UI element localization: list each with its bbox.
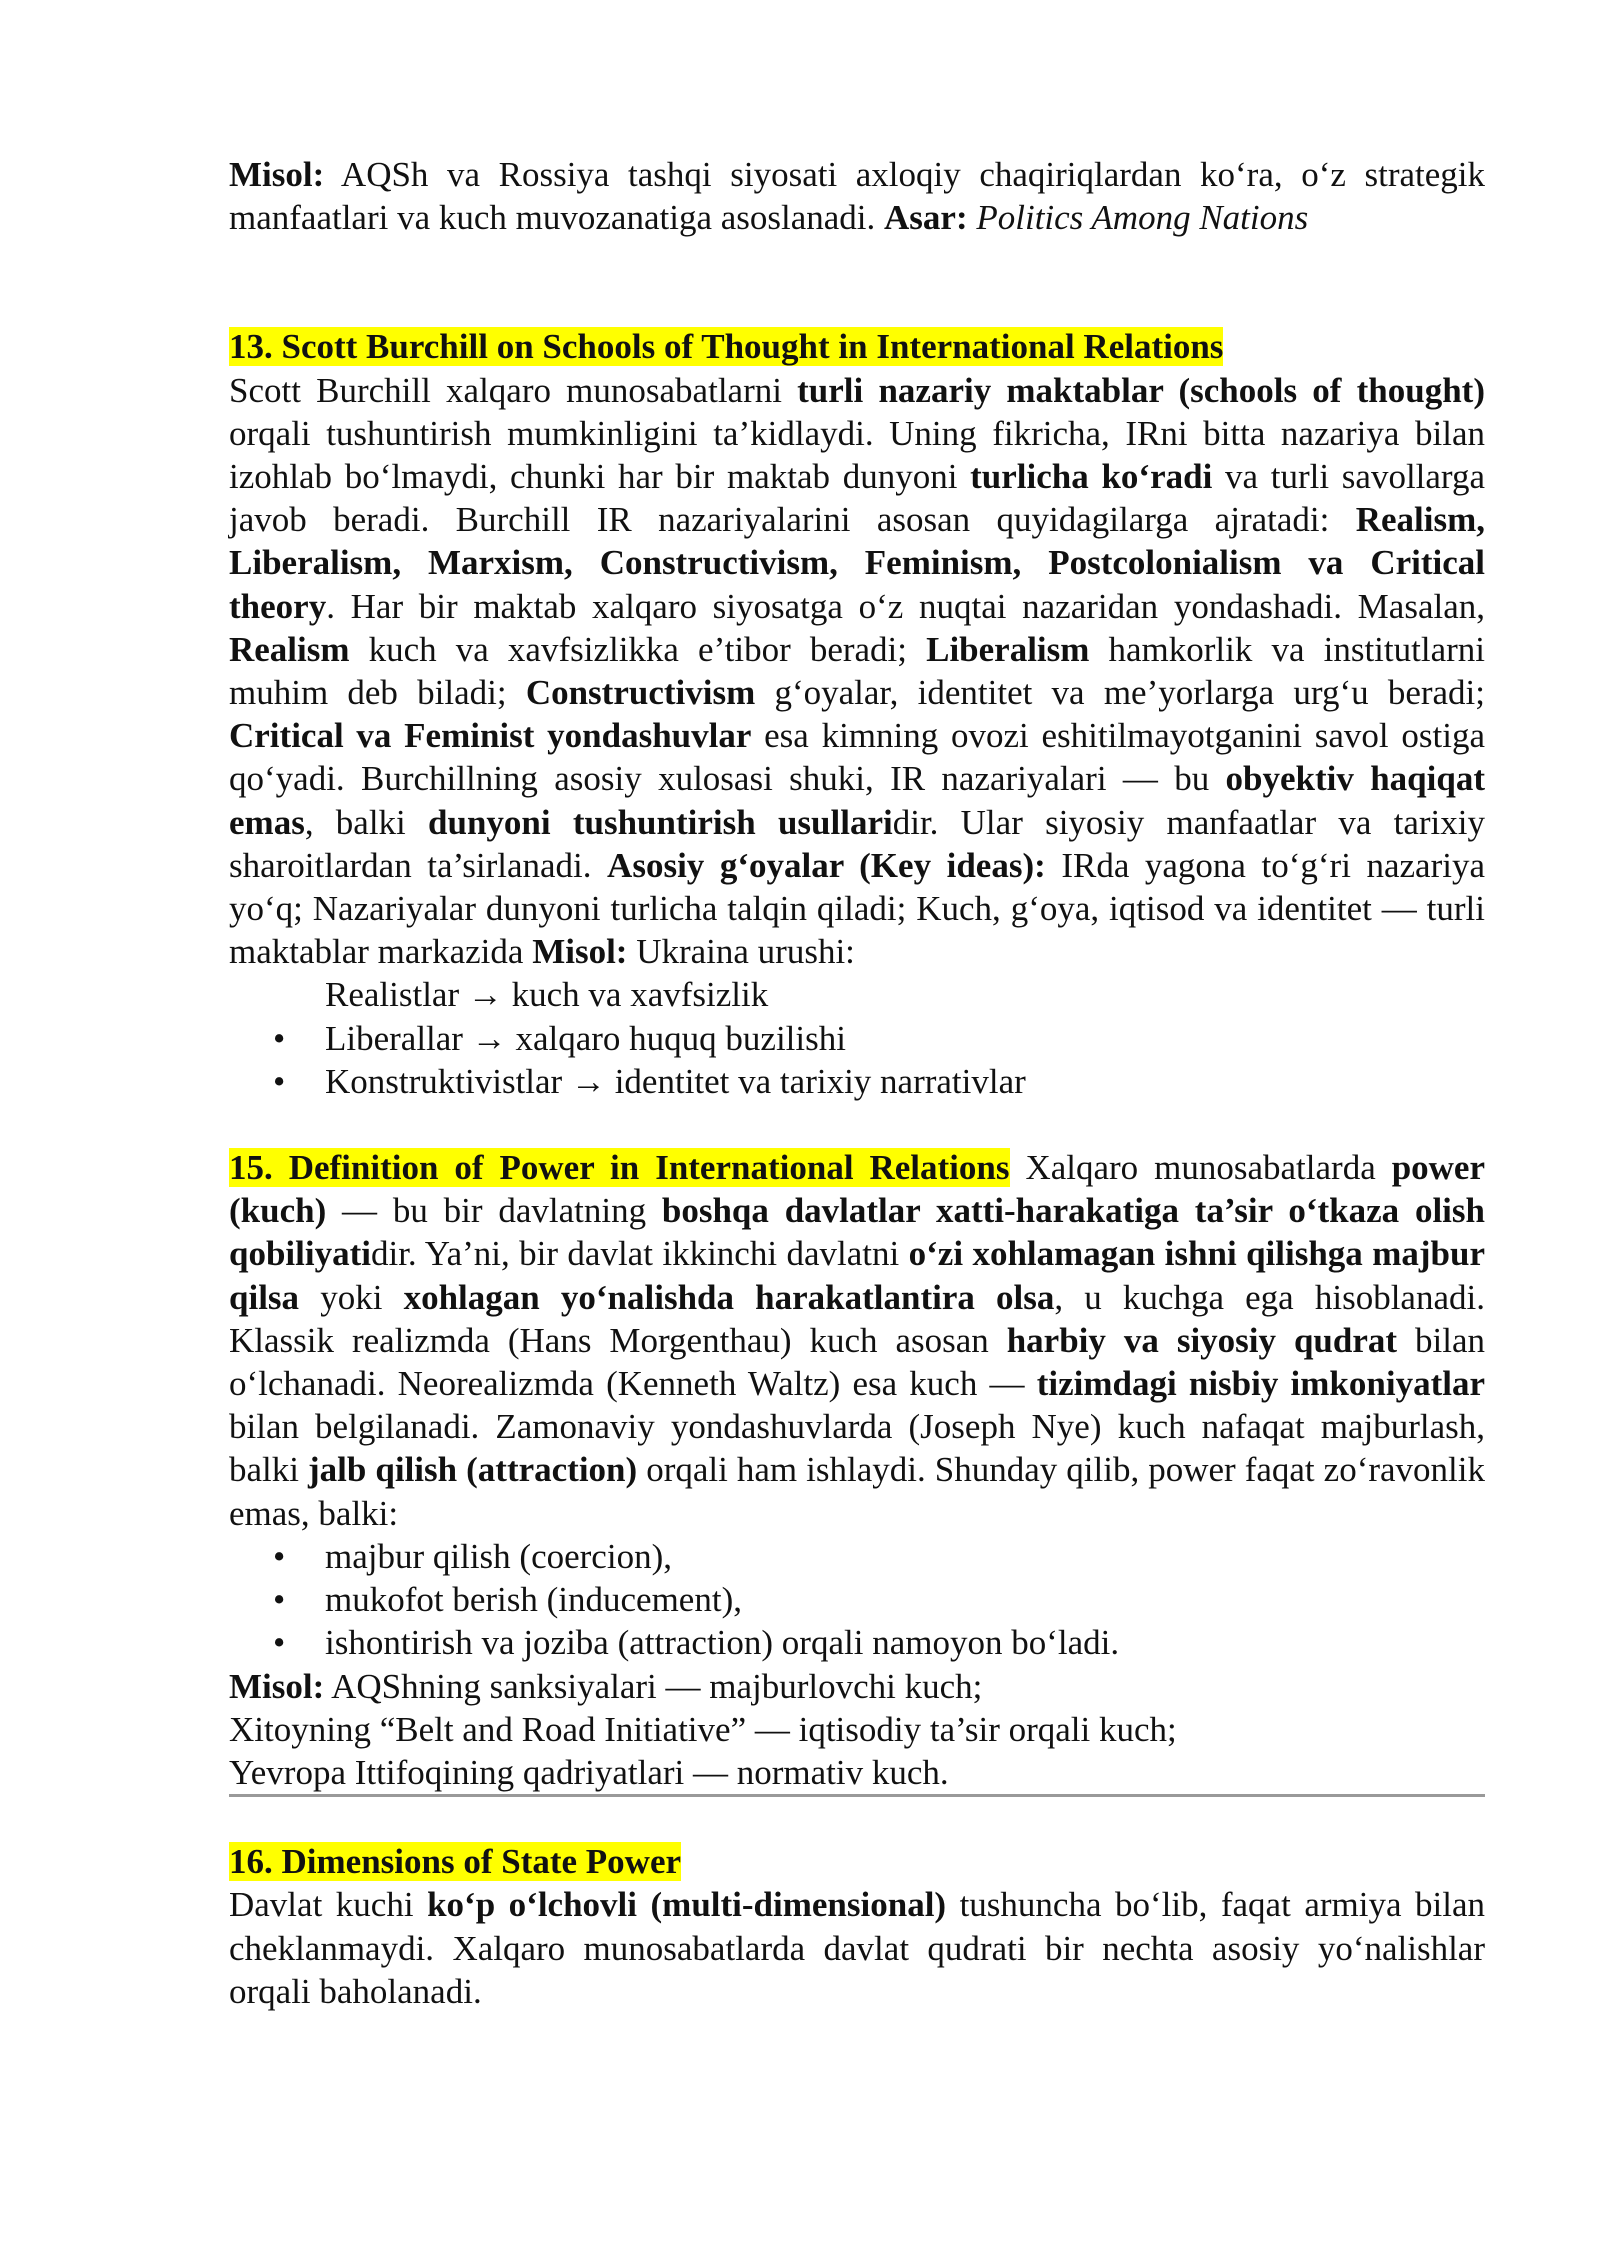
s16-text: Davlat kuchi (229, 1885, 428, 1925)
section-13-paragraph (229, 369, 1485, 974)
list-item: • Konstruktivistlar → identitet va tarixiy narrativlar (229, 1060, 1485, 1103)
s13-text: g‘oyalar, identitet va me’yorlarga urg‘u beradi; (755, 673, 1485, 713)
example-text: AQShning sanksiyalari — majburlovchi kuch; (324, 1666, 983, 1706)
s13-bold: Misol: (532, 932, 628, 972)
s13-text: , balki (304, 802, 429, 842)
s13-text: hamkorlik va institutlarni muhim deb biladi; (229, 629, 1485, 713)
s15-bold: xohlagan yo‘nalishda harakatlantira olsa (403, 1277, 1055, 1317)
s15-bold: boshqa davlatlar xatti-harakatiga ta’sir o‘tkaza olish qobiliyati (229, 1191, 1485, 1274)
list-item: • Liberallar → xalqaro huquq buzilishi (229, 1017, 1485, 1060)
s13-bold: obyektiv haqiqat emas (229, 759, 1485, 842)
section-13-title: 13. Scott Burchill on Schools of Thought in International Relations (229, 327, 1224, 367)
s13-bold: dunyoni tushuntirish usullari (428, 802, 893, 842)
section-13-list (229, 973, 1485, 1103)
s13-text: kuch va xavfsizlikka e’tibor beradi; (349, 629, 927, 669)
section-15-list (229, 1535, 1485, 1665)
example-label: Misol: (229, 1666, 325, 1706)
spacer (229, 239, 1485, 325)
intro-paragraph (229, 153, 1485, 239)
list-item: • majbur qilish (coercion), (229, 1535, 1485, 1578)
s13-bold: Liberalism (926, 629, 1090, 669)
list-item: Realistlar → kuch va xavfsizlik (325, 975, 769, 1015)
s16-text: tushuncha bo‘lib, faqat armiya bilan cheklanmaydi. Xalqaro munosabatlarda davlat qudrati bir nechta asosiy yo‘nalishlar orqali baholanadi. (229, 1885, 1485, 2011)
s13-bold: Asosiy g‘oyalar (Key ideas): (607, 845, 1046, 885)
document-body (229, 153, 1485, 2013)
section-16-title: 16. Dimensions of State Power (229, 1842, 682, 1882)
s13-text: . Har bir maktab xalqaro siyosatga o‘z nuqtai nazaridan yondashadi. Masalan, (326, 586, 1485, 626)
s13-bold: Critical va Feminist yondashuvlar (229, 716, 752, 756)
asar-title: Politics Among Nations (976, 198, 1309, 238)
s13-bold: Constructivism (525, 673, 756, 713)
s13-text: orqali tushuntirish mumkinligini ta’kidlaydi. Uning fikricha, IRni bitta nazariya bilan izohlab bo‘lmaydi, chunki har bir maktab dunyoni (229, 413, 1485, 497)
s15-text: yoki (299, 1277, 404, 1317)
example-line: Xitoyning “Belt and Road Initiative” — iqtisodiy ta’sir orqali kuch; (229, 1709, 1177, 1749)
s15-text: — bu bir davlatning (326, 1191, 662, 1231)
s15-text: bilan o‘lchanadi. Neorealizmda (Kenneth Waltz) esa kuch — (229, 1320, 1486, 1404)
section-15-title: 15. Definition of Power in International Relations (229, 1148, 1010, 1188)
s15-text: Xalqaro munosabatlarda (1009, 1148, 1392, 1188)
section-13-heading (229, 325, 1485, 368)
s15-text: orqali ham ishlaydi. Shunday qilib, power faqat zo‘ravonlik emas, balki: (229, 1450, 1486, 1533)
s13-bold: Realism, Liberalism, Marxism, Constructivism, Feminism, Postcolonialism va Critical theory (229, 500, 1485, 626)
s13-bold: Realism (229, 629, 350, 669)
section-16-heading (229, 1840, 1485, 1883)
spacer (229, 1103, 1485, 1146)
s13-text: Ukraina urushi: (627, 932, 855, 972)
s13-text: Scott Burchill xalqaro munosabatlarni (229, 370, 798, 410)
s13-bold: turli nazariy maktablar (schools of thought) (797, 370, 1485, 410)
s13-text: dir. Ular siyosiy manfaatlar va tarixiy sharoitlardan ta’sirlanadi. (229, 802, 1485, 885)
list-item: • mukofot berish (inducement), (229, 1578, 1485, 1621)
section-15-paragraph (229, 1146, 1485, 1535)
asar-label: Asar: (884, 198, 968, 238)
s15-text: dir. Ya’ni, bir davlat ikkinchi davlatni (370, 1234, 909, 1274)
s15-text: bilan belgilanadi. Zamonaviy yondashuvlarda (Joseph Nye) kuch nafaqat majburlash, balki (229, 1407, 1485, 1490)
s13-text: va turli savollarga javob beradi. Burchill IR nazariyalarini asosan quyidagilarga ajratadi: (229, 457, 1485, 540)
intro-text: AQSh va Rossiya tashqi siyosati axloqiy chaqiriqlardan ko‘ra, o‘z strategik manfaatlari va kuch muvozanatiga asoslanadi. (229, 155, 1485, 238)
s13-text: IRda yagona to‘g‘ri nazariya yo‘q; Nazariyalar dunyoni turlicha talqin qiladi; Kuch, g‘oya, iqtisod va identitet — turli maktablar markazida (229, 845, 1485, 972)
example-line: Yevropa Ittifoqining qadriyatlari — normativ kuch. (229, 1751, 1485, 1797)
s15-bold: power (kuch) (229, 1148, 1485, 1231)
example-line (229, 1665, 1485, 1708)
s16-bold: ko‘p o‘lchovli (multi-dimensional) (427, 1885, 947, 1925)
list-item: • ishontirish va joziba (attraction) orqali namoyon bo‘ladi. (229, 1621, 1485, 1664)
s15-text: , u kuchga ega hisoblanadi. Klassik realizmda (Hans Morgenthau) kuch asosan (229, 1277, 1485, 1360)
s15-bold: harbiy va siyosiy qudrat (1006, 1320, 1398, 1360)
s15-bold: o‘zi xohlamagan ishni qilishga majbur qilsa (229, 1234, 1485, 1317)
s13-bold: turlicha ko‘radi (970, 457, 1213, 497)
spacer (229, 1797, 1485, 1840)
s13-text: esa kimning ovozi eshitilmayotganini savol ostiga qo‘yadi. Burchillning asosiy xulosasi shuki, IR nazariyalari — bu (229, 716, 1485, 799)
section-16-paragraph (229, 1883, 1485, 2013)
s15-bold: tizimdagi nisbiy imkoniyatlar (1036, 1364, 1485, 1404)
s15-bold: jalb qilish (attraction) (308, 1450, 638, 1490)
intro-label: Misol: (229, 155, 325, 194)
